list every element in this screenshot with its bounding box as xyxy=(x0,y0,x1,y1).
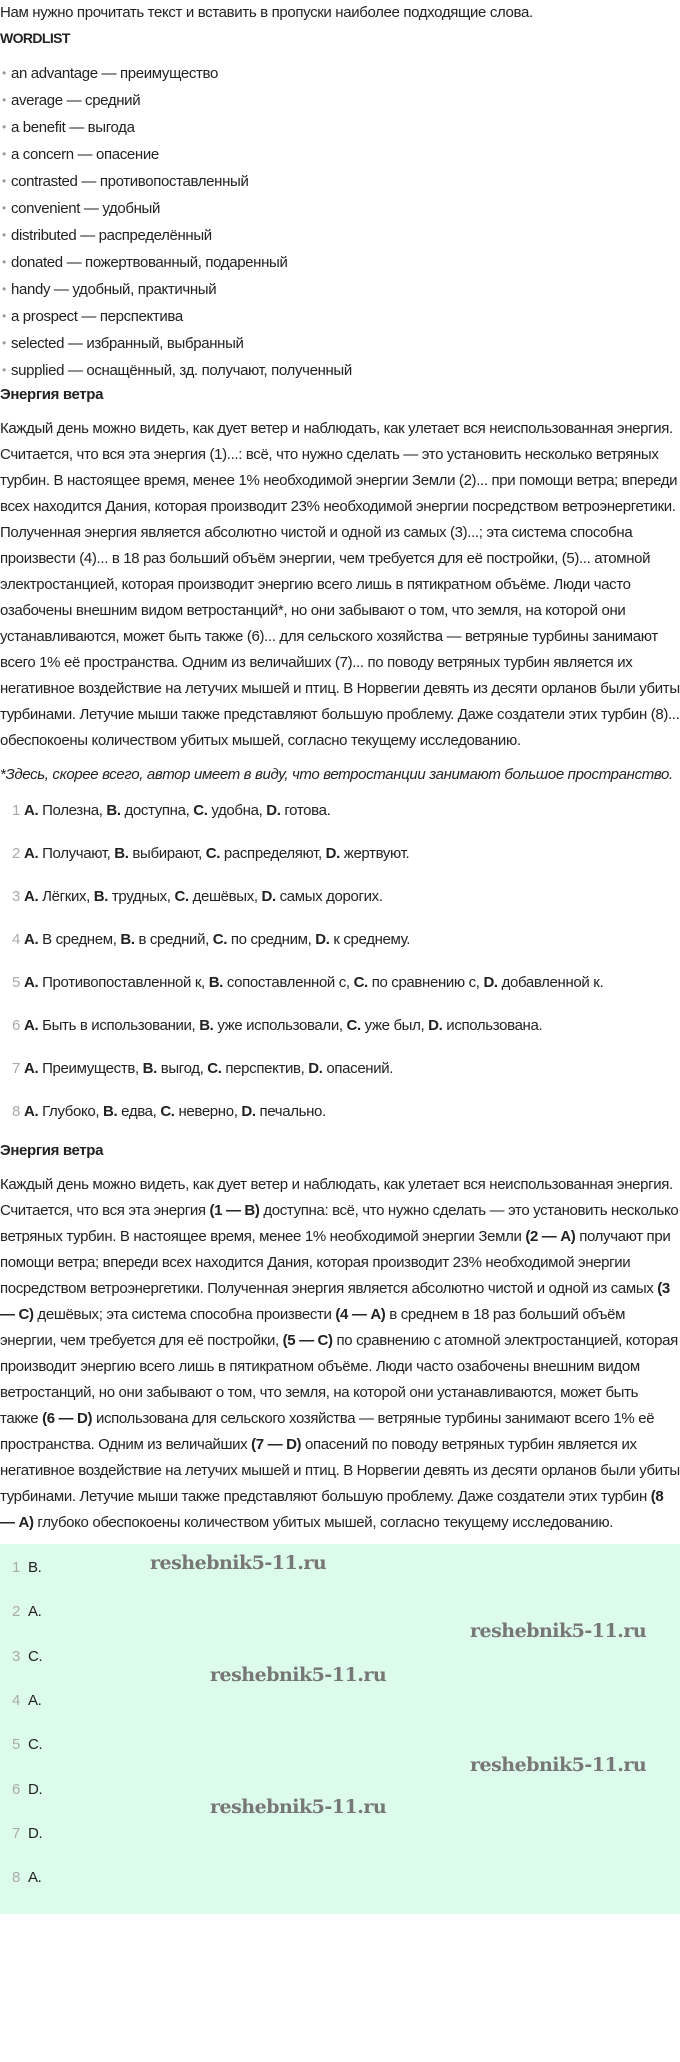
solution-fragment: доступна: всё, что нужно сделать — это установить несколько ветряных турбин. В настоящее время, менее 1% необходимой энергии Земли xyxy=(0,1202,679,1245)
option-letter: C. xyxy=(174,888,189,905)
wordlist-text: distributed — распределённый xyxy=(11,227,212,244)
bullet-icon: • xyxy=(2,336,6,350)
task-title: Энергия ветра xyxy=(0,386,104,403)
wordlist-item xyxy=(0,222,680,249)
option-letter: D. xyxy=(315,931,330,948)
solution-fragment: использована для сельского хозяйства — ветряные турбины занимают всего 1% её пространства. Одним из величайших xyxy=(0,1410,655,1453)
wordlist-text: a prospect — перспектива xyxy=(11,308,183,325)
answer-value: C. xyxy=(28,1736,43,1754)
option-letter: B. xyxy=(106,802,121,819)
option-letter: C. xyxy=(346,1017,361,1034)
wordlist-text: a benefit — выгода xyxy=(11,119,135,136)
solution-fragment: в среднем в 18 раз больший объём энергии, чем требуется для её постройки, xyxy=(0,1306,626,1349)
answer-number: 3 xyxy=(12,1647,20,1665)
wordlist-item xyxy=(0,357,680,384)
answer-value: A. xyxy=(28,1691,42,1709)
answer-value: C. xyxy=(28,1647,43,1665)
answer-number: 7 xyxy=(12,1824,20,1842)
option-letter: B. xyxy=(103,1103,118,1120)
option-letter: C. xyxy=(193,802,208,819)
bullet-icon: • xyxy=(2,120,6,134)
wordlist-text: selected — избранный, выбранный xyxy=(11,335,244,352)
task-text: Каждый день можно видеть, как дует ветер и наблюдать, как улетает вся неиспользованная энергия. Считается, что вся эта энергия (1)...: всё, что нужно сделать — это установить несколько ветряных турбин. В настоящее время, менее 1% необходимой энергии Земли (2)... при помощи ветра; впереди всех находится Дания, которая производит 23% необходимой энергии посредством ветроэнергетики. Полученная энергия является абсолютно чистой и одной из самых (3)...; эта система способна произвести (4)... в 18 раз больший объём энергии, чем требуется для её постройки, (5)... атомной электростанцией, которая производит энергию всего лишь в пятикратном объёме. Люди часто озабочены внешним видом ветростанций*, но они забывают о том, что земля, на которой они устанавливаются, может быть также (6)... для сельского хозяйства — ветряные турбины занимают всего 1% её пространства. Одним из величайших (7)... по поводу ветряных турбин является их негативное воздействие на летучих мышей и птиц. В Норвегии девять из десяти орланов были убиты турбинами. Летучие мыши также представляют большую проблему. Даже создатели этих турбин (8)... обеспокоены количеством убитых мышей, согласно текущему исследованию. xyxy=(0,420,680,749)
question-number: 7 xyxy=(12,1060,20,1077)
bullet-icon: • xyxy=(2,147,6,161)
option-text: по сравнению с, xyxy=(367,974,484,991)
question-number: 6 xyxy=(12,1017,20,1034)
question-item xyxy=(0,925,680,955)
answer-marker: (3 — C) xyxy=(0,1280,670,1323)
option-text: выгод, xyxy=(156,1060,208,1077)
bullet-icon: • xyxy=(2,363,6,377)
option-text: добавленной к. xyxy=(497,974,604,991)
option-text: по средним, xyxy=(227,931,316,948)
option-letter: A. xyxy=(24,845,39,862)
wordlist-item xyxy=(0,249,680,276)
answer-row xyxy=(12,1602,41,1622)
answer-number: 8 xyxy=(12,1869,20,1887)
option-letter: D. xyxy=(241,1103,256,1120)
solution-fragment: получают при помощи ветра; впереди всех находится Дания, которая производит 23% необходимой энергии посредством ветроэнергетики. Полученная энергия является абсолютно чистой и одной из самых xyxy=(0,1228,671,1297)
option-letter: B. xyxy=(114,845,129,862)
wordlist-item xyxy=(0,168,680,195)
watermark: reshebnik5-11.ru xyxy=(210,1796,387,1818)
answer-number: 2 xyxy=(12,1603,20,1621)
wordlist-item xyxy=(0,60,680,87)
watermark: reshebnik5-11.ru xyxy=(470,1754,647,1776)
answer-number: 6 xyxy=(12,1780,20,1798)
solution-fragment: Каждый день можно видеть, как дует ветер и наблюдать, как улетает вся неиспользованная энергия. Считается, что вся эта энергия xyxy=(0,1176,673,1219)
option-text: перспектив, xyxy=(221,1060,309,1077)
question-item xyxy=(0,839,680,869)
option-letter: B. xyxy=(142,1060,157,1077)
option-letter: C. xyxy=(353,974,368,991)
watermark: reshebnik5-11.ru xyxy=(470,1620,647,1642)
option-text: трудных, xyxy=(108,888,175,905)
answer-marker: (4 — A) xyxy=(335,1306,386,1323)
option-letter: C. xyxy=(207,1060,222,1077)
option-letter: B. xyxy=(208,974,224,991)
answer-marker: (5 — C) xyxy=(282,1332,333,1349)
option-letter: A. xyxy=(24,974,39,991)
solution-fragment: по сравнению с атомной электростанцией, которая производит энергию всего лишь в пятикратном объёме. Люди часто озабочены внешним видом ветростанций, но они забывают о том, что земля, на которой они устанавливаются, может быть также xyxy=(0,1332,678,1427)
intro-text: Нам нужно прочитать текст и вставить в пропуски наиболее подходящие слова. xyxy=(0,4,533,21)
option-text: уже был, xyxy=(360,1017,429,1034)
bullet-icon: • xyxy=(2,174,6,188)
option-text: использована. xyxy=(442,1017,543,1034)
answer-number: 5 xyxy=(12,1736,20,1754)
watermark: reshebnik5-11.ru xyxy=(210,1664,387,1686)
question-item xyxy=(0,1097,680,1127)
option-letter: A. xyxy=(24,1103,39,1120)
option-letter: D. xyxy=(308,1060,323,1077)
option-letter: A. xyxy=(24,802,39,819)
bullet-icon: • xyxy=(2,228,6,242)
option-letter: A. xyxy=(24,888,39,905)
wordlist-text: a concern — опасение xyxy=(11,146,159,163)
option-letter: D. xyxy=(483,974,498,991)
answer-marker: (1 — B) xyxy=(209,1202,260,1219)
option-text: опасений. xyxy=(322,1060,394,1077)
option-letter: D. xyxy=(266,802,281,819)
wordlist-text: contrasted — противопоставленный xyxy=(11,173,249,190)
answer-value: B. xyxy=(28,1559,42,1576)
option-text: Глубоко, xyxy=(38,1103,104,1120)
solution-text xyxy=(0,1172,680,1536)
option-letter: C. xyxy=(160,1103,175,1120)
option-text: Лёгких, xyxy=(38,888,94,905)
bullet-icon: • xyxy=(2,93,6,107)
answer-row xyxy=(12,1691,41,1711)
option-text: удобна, xyxy=(207,802,267,819)
wordlist-item xyxy=(0,195,680,222)
wordlist-text: average — средний xyxy=(11,92,141,109)
option-letter: B. xyxy=(120,931,135,948)
wordlist-item xyxy=(0,114,680,141)
answer-row xyxy=(12,1780,42,1800)
wordlist-text: supplied — оснащённый, зд. получают, полученный xyxy=(11,362,352,379)
option-letter: A. xyxy=(24,1017,39,1034)
question-number: 5 xyxy=(12,974,20,991)
wordlist xyxy=(0,60,680,384)
answer-row xyxy=(12,1824,42,1844)
option-text: Быть в использовании, xyxy=(38,1017,200,1034)
option-text: уже использовали, xyxy=(213,1017,347,1034)
question-number: 8 xyxy=(12,1103,20,1120)
wordlist-text: convenient — удобный xyxy=(11,200,161,217)
answer-row xyxy=(12,1558,41,1578)
question-item xyxy=(0,1011,680,1041)
option-text: печально. xyxy=(255,1103,326,1120)
wordlist-item xyxy=(0,330,680,357)
solution-fragment: дешёвых; эта система способна произвести xyxy=(33,1306,336,1323)
option-letter: C. xyxy=(212,931,228,948)
wordlist-item xyxy=(0,276,680,303)
question-number: 2 xyxy=(12,845,20,862)
bullet-icon: • xyxy=(2,255,6,269)
option-letter: B. xyxy=(199,1017,214,1034)
option-text: распределяют, xyxy=(220,845,326,862)
answer-value: D. xyxy=(28,1780,43,1798)
wordlist-text: an advantage — преимущество xyxy=(11,65,218,82)
answer-marker: (6 — D) xyxy=(42,1410,93,1427)
option-letter: C. xyxy=(205,845,221,862)
answer-row xyxy=(12,1647,42,1667)
option-letter: D. xyxy=(325,845,340,862)
option-letter: B. xyxy=(93,888,109,905)
answer-value: A. xyxy=(28,1603,42,1621)
question-list xyxy=(0,796,680,1127)
option-text: в средний, xyxy=(134,931,213,948)
bullet-icon: • xyxy=(2,309,6,323)
wordlist-item xyxy=(0,141,680,168)
question-number: 3 xyxy=(12,888,20,905)
wordlist-text: handy — удобный, практичный xyxy=(11,281,217,298)
answers-panel xyxy=(0,1544,680,1914)
bullet-icon: • xyxy=(2,201,6,215)
option-text: доступна, xyxy=(120,802,194,819)
solution-title: Энергия ветра xyxy=(0,1142,104,1159)
option-text: Противопоставленной к, xyxy=(38,974,209,991)
wordlist-title: WORDLIST xyxy=(0,30,70,46)
answer-marker: (7 — D) xyxy=(251,1436,302,1453)
question-item xyxy=(0,796,680,826)
bullet-icon: • xyxy=(2,66,6,80)
question-item xyxy=(0,882,680,912)
answer-value: A. xyxy=(28,1869,42,1887)
watermark: reshebnik5-11.ru xyxy=(150,1552,327,1574)
option-text: сопоставленной с, xyxy=(223,974,354,991)
option-text: едва, xyxy=(117,1103,161,1120)
option-text: жертвуют. xyxy=(339,845,410,862)
answer-marker: (2 — A) xyxy=(525,1228,576,1245)
option-text: Полезна, xyxy=(38,802,107,819)
solution-fragment: опасений по поводу ветряных турбин является их негативное воздействие на летучих мышей и птиц. В Норвегии девять из десяти орланов были убиты турбинами. Летучие мыши также представляют большую проблему. Даже создатели этих турбин xyxy=(0,1436,680,1505)
task-note: *Здесь, скорее всего, автор имеет в виду, что ветростанции занимают большое пространство. xyxy=(0,766,673,783)
option-text: к среднему. xyxy=(329,931,411,948)
wordlist-item xyxy=(0,303,680,330)
option-text: дешёвых, xyxy=(188,888,262,905)
bullet-icon: • xyxy=(2,282,6,296)
option-text: неверно, xyxy=(174,1103,242,1120)
answer-number: 4 xyxy=(12,1691,20,1709)
option-letter: D. xyxy=(261,888,276,905)
answer-number: 1 xyxy=(12,1559,20,1576)
question-item xyxy=(0,1054,680,1084)
option-text: Преимуществ, xyxy=(38,1060,143,1077)
answer-marker: (8 — A) xyxy=(0,1488,664,1531)
question-number: 1 xyxy=(12,802,20,819)
answer-row xyxy=(12,1735,42,1755)
option-text: самых дорогих. xyxy=(275,888,383,905)
option-letter: D. xyxy=(428,1017,443,1034)
wordlist-text: donated — пожертвованный, подаренный xyxy=(11,254,288,271)
option-text: готова. xyxy=(280,802,331,819)
answer-value: D. xyxy=(28,1824,43,1842)
option-text: Получают, xyxy=(38,845,115,862)
option-text: В среднем, xyxy=(38,931,121,948)
question-item xyxy=(0,968,680,998)
option-text: выбирают, xyxy=(128,845,206,862)
option-letter: A. xyxy=(24,931,39,948)
question-number: 4 xyxy=(12,931,20,948)
option-letter: A. xyxy=(24,1060,39,1077)
wordlist-item xyxy=(0,87,680,114)
answer-row xyxy=(12,1868,41,1888)
solution-fragment: глубоко обеспокоены количеством убитых мышей, согласно текущему исследованию. xyxy=(33,1514,614,1531)
